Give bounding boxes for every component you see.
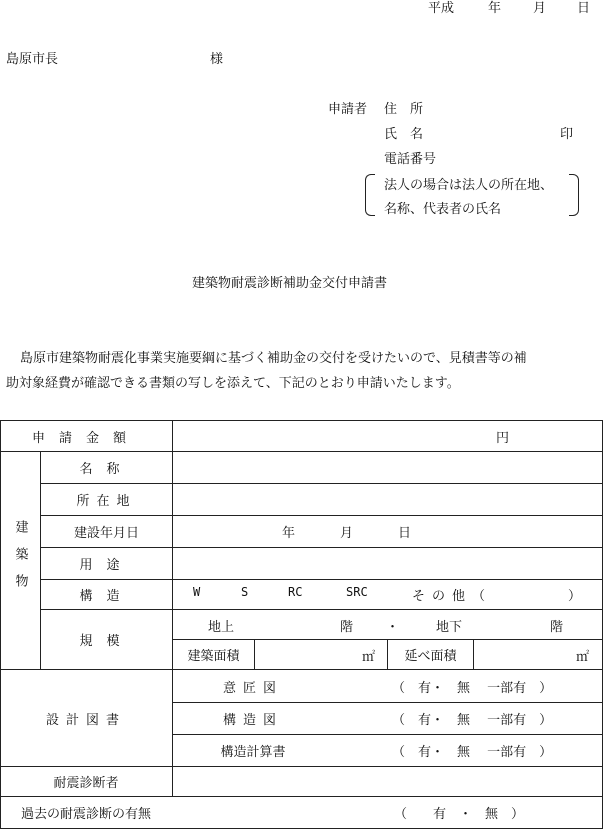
structure-other: その他（: [412, 589, 493, 604]
document-title: 建築物耐震診断補助金交付申請書: [192, 276, 388, 291]
amount-unit: 円: [496, 431, 510, 446]
structure-rc: RC: [288, 585, 303, 599]
structure-w: W: [193, 585, 201, 599]
applicant-address-label: 住 所: [384, 102, 424, 117]
separator-dot: ・: [386, 620, 400, 635]
doc-structure-drawing: 構造図: [222, 713, 283, 728]
structure-s: S: [241, 585, 249, 599]
below-ground: 地下: [436, 620, 463, 635]
structure-label: 構造: [79, 589, 134, 604]
built-month: 月: [340, 526, 354, 541]
recipient-honorific: 様: [210, 52, 224, 67]
applicant-note-line2: 名称、代表者の氏名: [384, 202, 502, 217]
doc-design-drawing: 意匠図: [222, 680, 283, 696]
doc-design-drawing-opts: （ 有・ 無 一部有 ）: [392, 681, 553, 696]
date-year: 年: [488, 1, 502, 16]
applicant-name-label: 氏 名: [384, 127, 424, 142]
total-area-unit: ㎡: [576, 650, 590, 665]
floor-unit-2: 階: [550, 620, 564, 635]
built-date-label: 建設年月日: [73, 526, 139, 541]
doc-structural-calc: 構造計算書: [220, 745, 286, 760]
body-line-1: 島原市建築物耐震化事業実施要綱に基づく補助金の交付を受けたいので、見積書等の補: [20, 351, 527, 366]
date-month: 月: [533, 1, 547, 16]
structure-close: ）: [568, 589, 582, 604]
right-bracket: [569, 174, 579, 216]
scale-label: 規模: [79, 634, 134, 649]
location-label: 所在地: [76, 494, 137, 509]
structure-src: SRC: [346, 585, 368, 599]
amount-label: 申請金額: [31, 430, 140, 446]
name-label: 名称: [79, 462, 134, 477]
date-day: 日: [577, 1, 591, 16]
design-docs-label: 設計図書: [45, 712, 126, 728]
built-year: 年: [282, 526, 296, 541]
applicant-note-line1: 法人の場合は法人の所在地、: [384, 178, 554, 193]
past-diagnosis-label: 過去の耐震診断の有無: [20, 807, 151, 822]
above-ground: 地上: [208, 620, 235, 635]
body-line-2: 助対象経費が確認できる書類の写しを添えて、下記のとおり申請いたします。: [6, 376, 460, 391]
doc-structural-calc-opts: （ 有・ 無 一部有 ）: [392, 745, 553, 760]
doc-structure-drawing-opts: （ 有・ 無 一部有 ）: [392, 713, 553, 728]
applicant-label: 申請者: [328, 102, 368, 117]
building-label: 建築物: [12, 520, 28, 601]
applicant-phone-label: 電話番号: [384, 152, 437, 167]
building-area-label: 建築面積: [187, 649, 240, 664]
use-label: 用途: [79, 558, 134, 573]
floor-unit-1: 階: [340, 620, 354, 635]
diagnoser-label: 耐震診断者: [53, 776, 119, 791]
building-area-unit: ㎡: [362, 650, 376, 665]
recipient-name: 島原市長: [6, 52, 59, 67]
total-area-label: 延べ面積: [404, 649, 457, 664]
left-bracket: [365, 174, 375, 216]
past-diagnosis-opts: （ 有 ・ 無 ）: [394, 807, 525, 822]
built-day: 日: [398, 526, 412, 541]
seal-mark: 印: [560, 127, 574, 142]
date-era: 平成: [428, 1, 455, 16]
